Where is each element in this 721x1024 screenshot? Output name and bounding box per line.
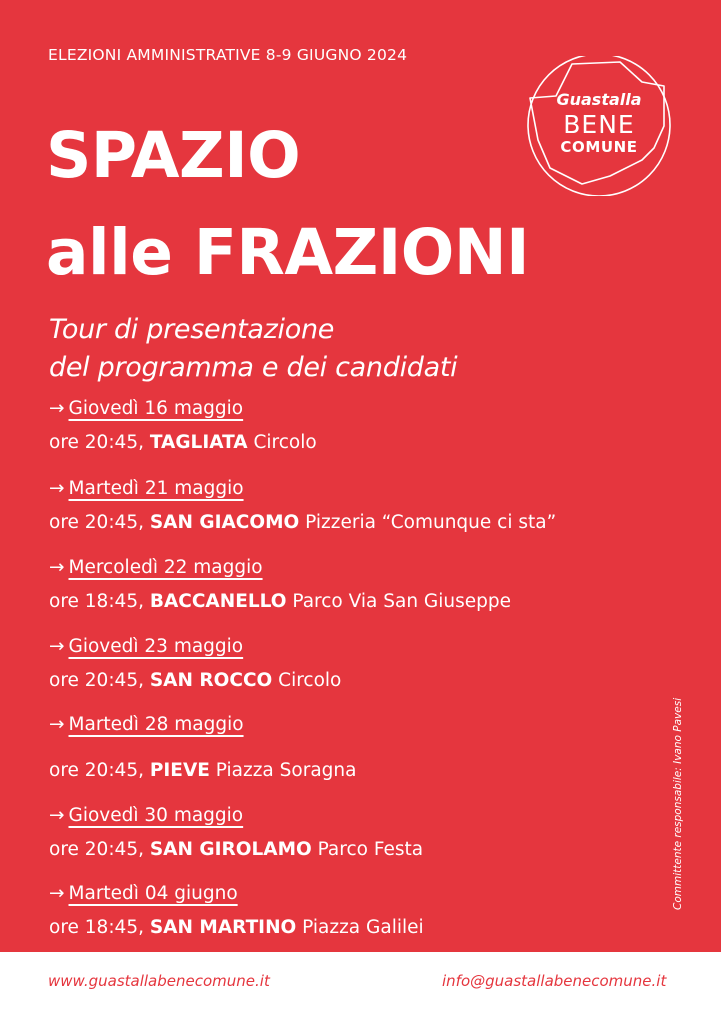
arrow-right-icon: → (49, 636, 65, 657)
event-place: SAN GIACOMO (149, 512, 300, 533)
arrow-right-icon: → (49, 398, 65, 419)
event-venue: Parco Festa (311, 839, 424, 860)
event-time: ore 20:45, (49, 760, 150, 781)
logo-text-guastalla: Guastalla (556, 90, 642, 109)
event-details (49, 759, 356, 783)
event-details (49, 431, 317, 455)
event-date (49, 882, 238, 906)
event-date-text: Giovedì 16 maggio (68, 398, 244, 419)
logo-text-bene: BENE (563, 110, 635, 139)
event-date-text: Mercoledì 22 maggio (68, 557, 263, 578)
event-time: ore 20:45, (49, 432, 150, 453)
event-details (49, 669, 341, 693)
event-details (49, 511, 556, 535)
event-date-text: Giovedì 23 maggio (68, 636, 244, 657)
subtitle-line-2: del programma e dei candidati (49, 352, 458, 383)
election-header: ELEZIONI AMMINISTRATIVE 8-9 GIUGNO 2024 (48, 46, 408, 64)
committente-responsabile: Committente responsabile: Ivano Pavesi (672, 697, 684, 910)
event-venue: Circolo (272, 670, 342, 691)
event-time: ore 18:45, (49, 917, 150, 938)
arrow-right-icon: → (49, 557, 65, 578)
title-line-1: SPAZIO (46, 119, 301, 192)
arrow-right-icon: → (49, 714, 65, 735)
arrow-right-icon: → (49, 883, 65, 904)
website-link[interactable]: www.guastallabenecomune.it (48, 972, 270, 990)
event-date-text: Giovedì 30 maggio (68, 805, 244, 826)
event-place: PIEVE (149, 760, 210, 781)
event-time: ore 18:45, (49, 591, 150, 612)
event-details (49, 916, 424, 940)
event-venue: Pizzeria “Comunque ci sta” (299, 512, 557, 533)
event-date (49, 804, 243, 828)
event-time: ore 20:45, (49, 512, 150, 533)
event-date (49, 477, 244, 501)
title-line-2: alle FRAZIONI (46, 216, 530, 289)
event-details (49, 590, 511, 614)
event-date (49, 635, 243, 659)
event-place: TAGLIATA (149, 432, 248, 453)
event-date-text: Martedì 28 maggio (68, 714, 244, 735)
logo-text-comune: COMUNE (560, 138, 638, 156)
subtitle-line-1: Tour di presentazione (49, 314, 335, 345)
event-details (49, 838, 423, 862)
event-venue: Parco Via San Giuseppe (286, 591, 512, 612)
event-venue: Circolo (247, 432, 317, 453)
event-venue: Piazza Galilei (296, 917, 424, 938)
event-date (49, 556, 263, 580)
event-date-text: Martedì 04 giugno (68, 883, 238, 904)
event-time: ore 20:45, (49, 839, 150, 860)
arrow-right-icon: → (49, 805, 65, 826)
arrow-right-icon: → (49, 478, 65, 499)
event-place: SAN MARTINO (149, 917, 297, 938)
event-place: BACCANELLO (149, 591, 287, 612)
event-place: SAN GIROLAMO (149, 839, 312, 860)
email-link[interactable]: info@guastallabenecomune.it (442, 972, 667, 990)
event-time: ore 20:45, (49, 670, 150, 691)
event-date (49, 397, 243, 421)
event-venue: Piazza Soragna (209, 760, 357, 781)
event-date-text: Martedì 21 maggio (68, 478, 244, 499)
event-date (49, 713, 244, 737)
event-place: SAN ROCCO (149, 670, 273, 691)
